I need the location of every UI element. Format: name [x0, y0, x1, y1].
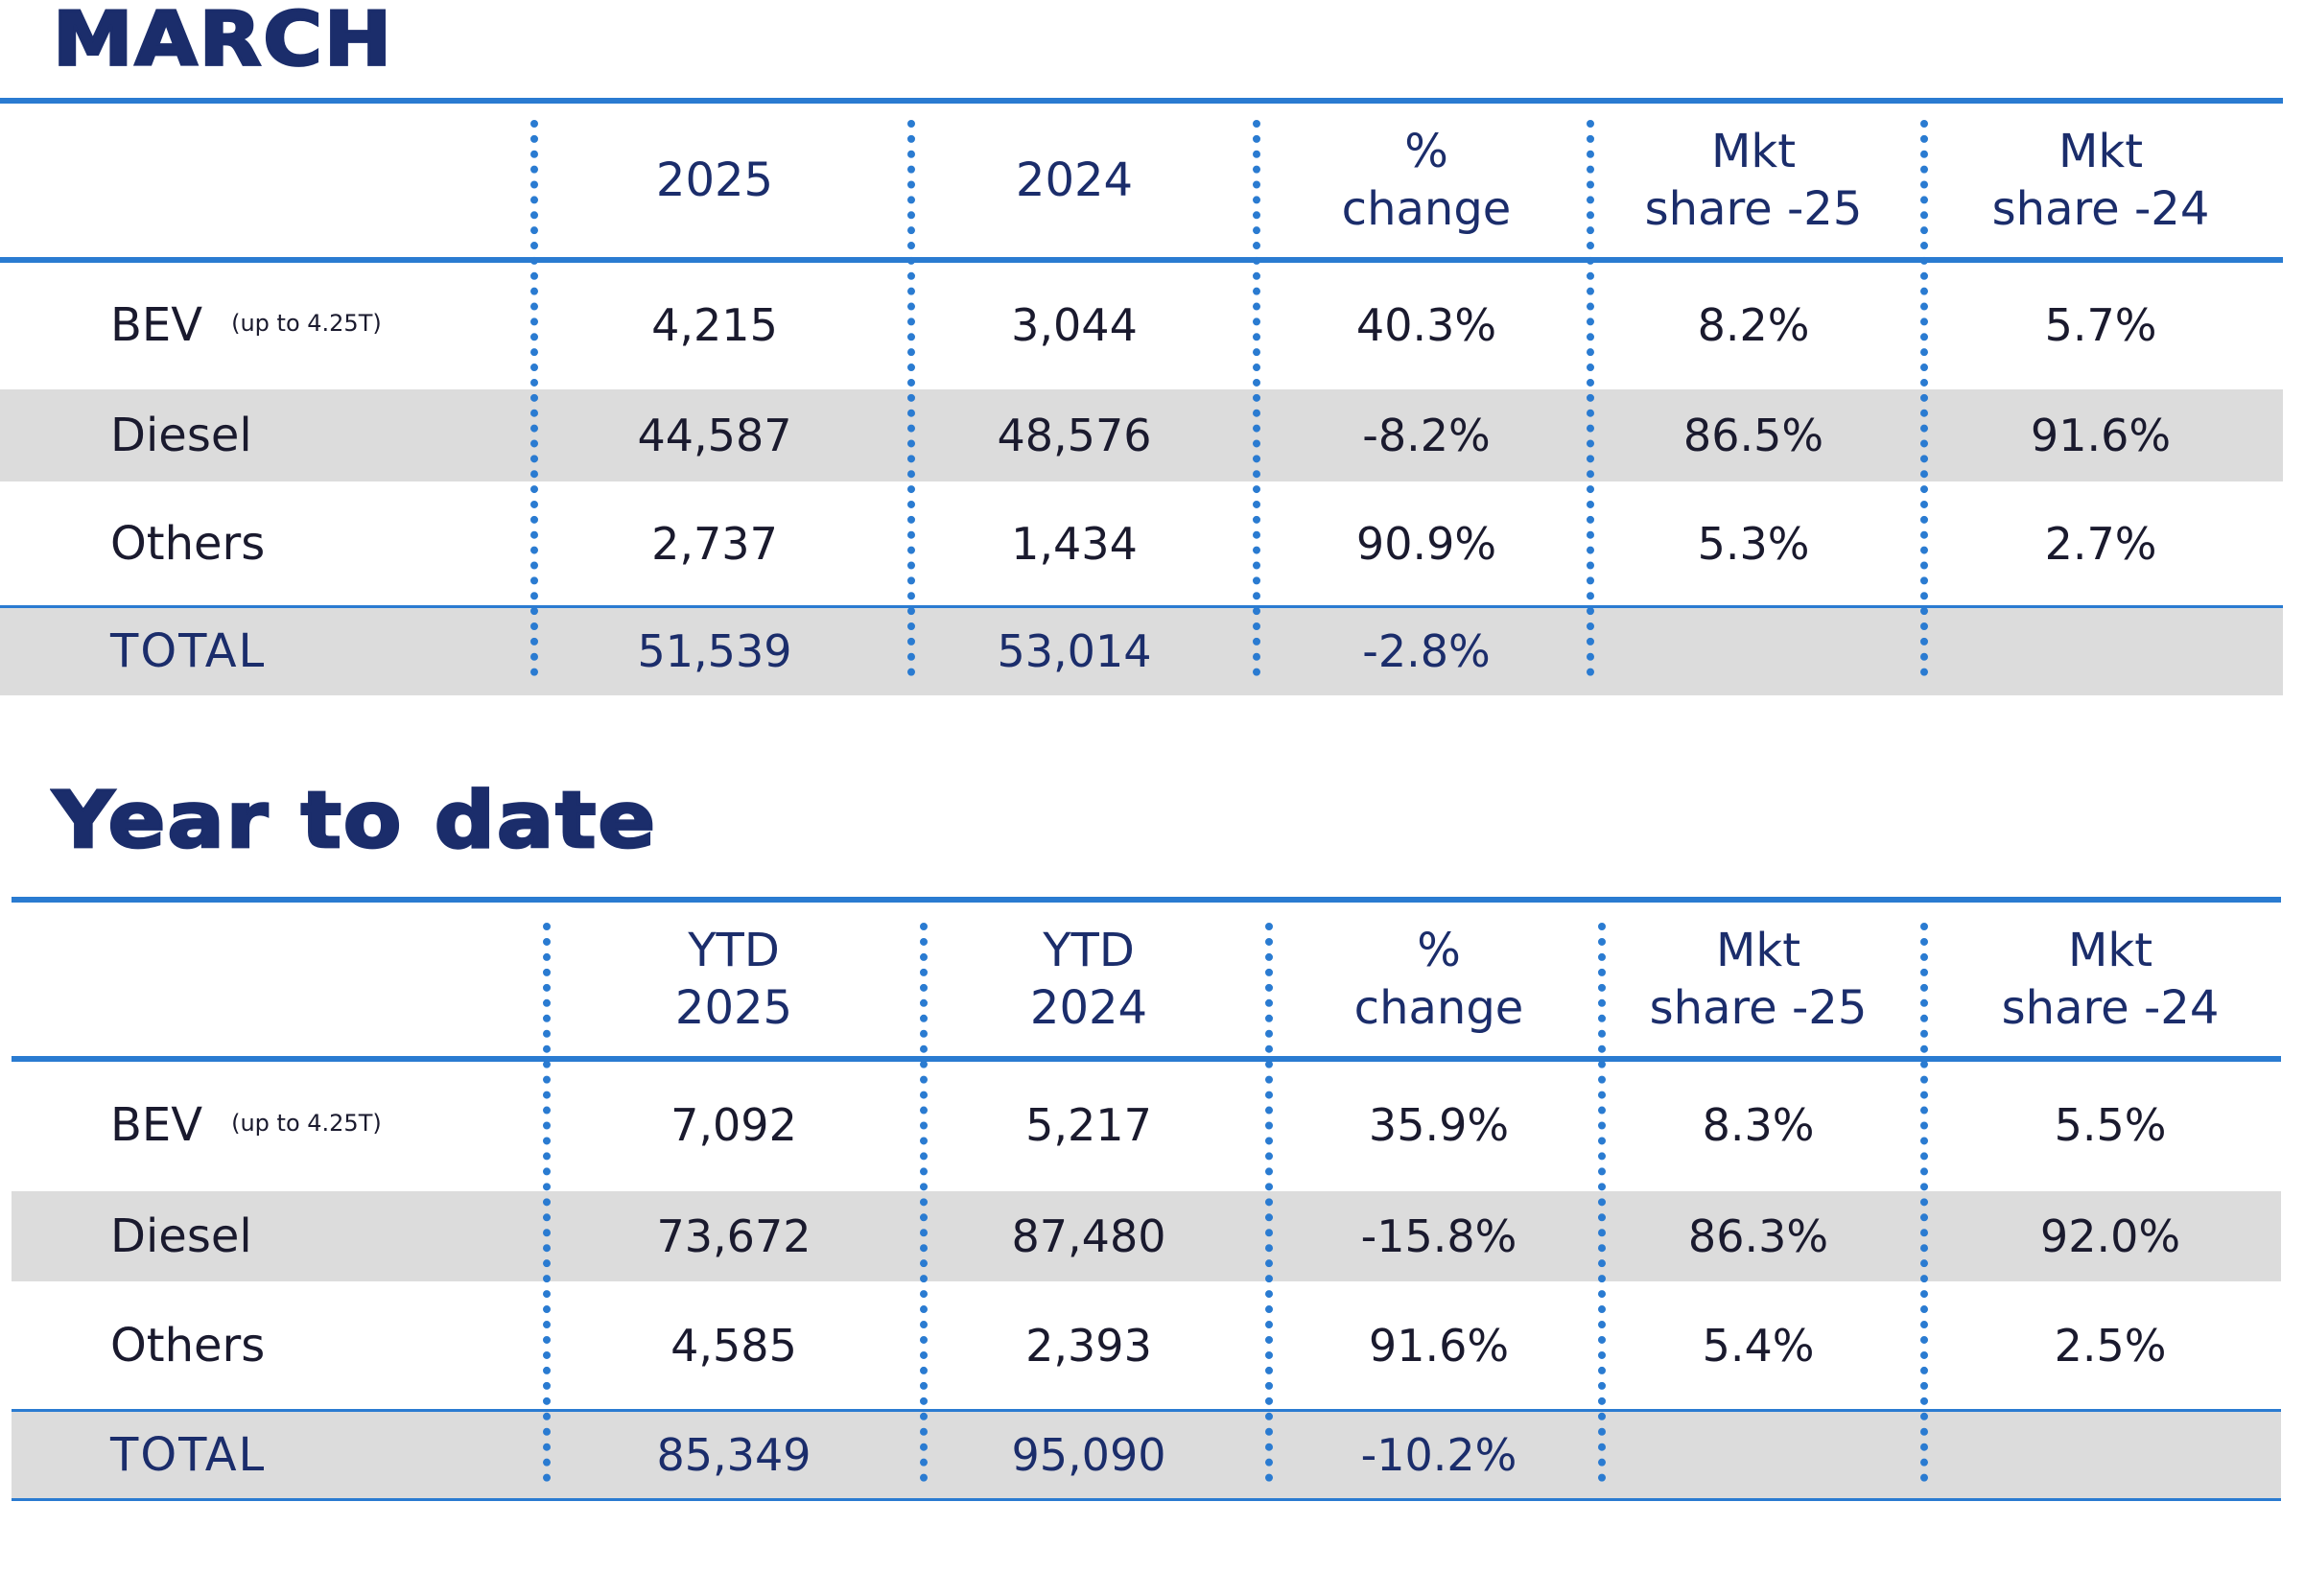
- column-header-line: share -25: [1649, 981, 1868, 1035]
- row-label-note: (up to 4.25T): [231, 309, 382, 337]
- column-header-line: share -24: [2001, 981, 2220, 1035]
- row-label-text: Diesel: [110, 409, 252, 462]
- table-cell: -8.2%: [1362, 410, 1491, 461]
- table-cell: 95,090: [1011, 1428, 1166, 1481]
- column-header-line: share -25: [1644, 182, 1863, 236]
- table-cell: 48,576: [997, 410, 1152, 461]
- column-header: [916, 905, 1261, 1053]
- table-cell: 40.3%: [1355, 298, 1497, 351]
- column-header: [1266, 905, 1611, 1053]
- row-label: [110, 1059, 532, 1191]
- table-cell: -2.8%: [1362, 624, 1491, 677]
- row-label-text: BEV: [110, 297, 203, 352]
- table-cell: 90.9%: [1355, 518, 1497, 570]
- table-cell: 5.4%: [1702, 1320, 1815, 1372]
- table-cell: 91.6%: [1368, 1320, 1510, 1372]
- table-cell: 5.5%: [2054, 1099, 2167, 1151]
- row-label-text: BEV: [110, 1098, 203, 1152]
- row-label-text: Others: [110, 1319, 266, 1373]
- ytd-title: Year to date: [53, 774, 658, 866]
- table-cell: 7,092: [670, 1099, 797, 1151]
- table-cell: 53,014: [997, 624, 1152, 677]
- table-cell: 92.0%: [2039, 1210, 2181, 1262]
- table-cell: 86.3%: [1687, 1210, 1829, 1262]
- column-header: [1586, 905, 1931, 1053]
- column-header-line: YTD: [688, 924, 780, 977]
- table-cell: 2.7%: [2044, 518, 2157, 570]
- table-cell: 2.5%: [2054, 1320, 2167, 1372]
- column-header-line: Mkt: [1710, 125, 1797, 178]
- row-label-note: (up to 4.25T): [231, 1110, 382, 1137]
- table-cell: 87,480: [1011, 1210, 1166, 1262]
- table-cell: 73,672: [656, 1210, 811, 1262]
- table-cell: 35.9%: [1368, 1099, 1510, 1151]
- row-label-text: TOTAL: [110, 1427, 267, 1482]
- column-header: [561, 905, 906, 1053]
- column-divider: [543, 923, 551, 1482]
- table-cell: 1,434: [1011, 518, 1138, 570]
- table-cell: 4,585: [670, 1320, 797, 1372]
- table-cell: 86.5%: [1682, 410, 1824, 461]
- column-header-line: Mkt: [2067, 924, 2153, 977]
- table-cell: 5.3%: [1697, 518, 1810, 570]
- table-cell: 2,393: [1025, 1320, 1152, 1372]
- row-label: [110, 1191, 532, 1281]
- column-header-line: %: [1404, 125, 1448, 178]
- column-header-line: Mkt: [2058, 125, 2144, 178]
- table-cell: 2,737: [651, 518, 778, 570]
- table-cell: [1947, 1410, 2273, 1499]
- column-header-line: Mkt: [1715, 924, 1801, 977]
- top-rule: [12, 897, 2281, 903]
- row-label-text: Diesel: [110, 1209, 252, 1263]
- column-header-line: 2025: [674, 981, 793, 1035]
- column-header-line: YTD: [1043, 924, 1135, 977]
- row-label: [110, 1410, 532, 1499]
- column-header-line: 2025: [655, 153, 774, 207]
- table-cell: 8.2%: [1697, 298, 1810, 351]
- table-cell: 85,349: [656, 1428, 811, 1481]
- table-cell: 8.3%: [1702, 1099, 1815, 1151]
- table-cell: 4,215: [651, 298, 778, 351]
- table-cell: 3,044: [1011, 298, 1138, 351]
- table-cell: [1595, 1410, 1921, 1499]
- column-header-line: %: [1417, 924, 1461, 977]
- table-cell: 5.7%: [2044, 298, 2157, 351]
- column-header-line: change: [1341, 182, 1512, 236]
- row-label-text: Others: [110, 517, 266, 571]
- table-cell: 91.6%: [2030, 410, 2172, 461]
- column-header-line: share -24: [1991, 182, 2210, 236]
- march-title: MARCH: [53, 0, 394, 82]
- table-cell: 51,539: [637, 624, 792, 677]
- column-header-line: change: [1353, 981, 1524, 1035]
- column-header-line: 2024: [1029, 981, 1148, 1035]
- row-label: [110, 1281, 532, 1410]
- column-header-line: 2024: [1015, 153, 1134, 207]
- column-header: [1938, 905, 2283, 1053]
- table-cell: 44,587: [637, 410, 792, 461]
- table-cell: 5,217: [1025, 1099, 1152, 1151]
- row-label-text: TOTAL: [110, 623, 267, 678]
- table-cell: -15.8%: [1360, 1210, 1517, 1262]
- table-cell: -10.2%: [1360, 1428, 1517, 1481]
